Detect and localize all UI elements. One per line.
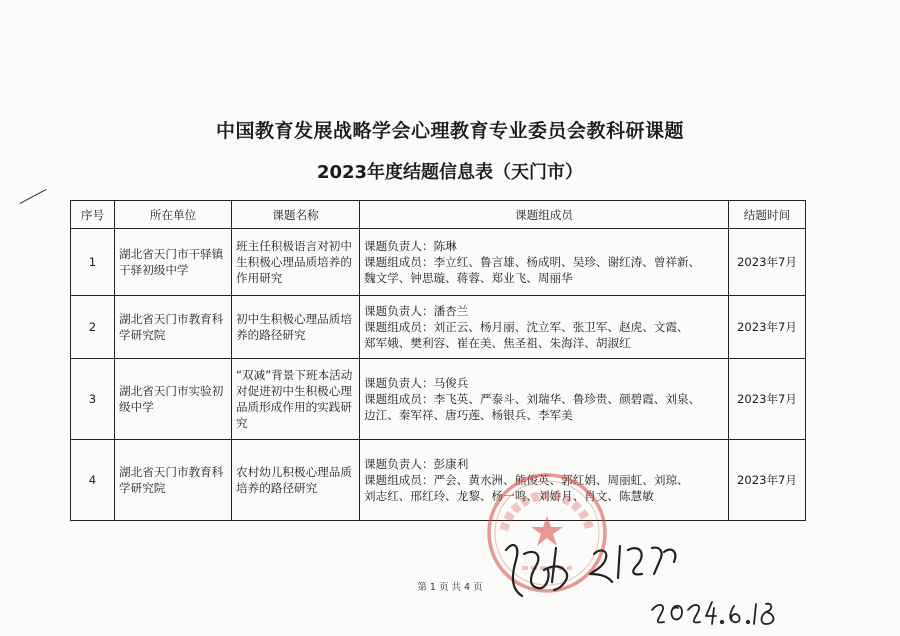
row-unit: 湖北省天门市实验初级中学 — [115, 359, 232, 440]
row-leader: 课题负责人：潘杏兰 — [364, 304, 469, 318]
table-row — [71, 440, 806, 521]
info-table — [70, 200, 806, 521]
row-leader: 课题负责人：马俊兵 — [364, 376, 469, 390]
row-topic: 初中生积极心理品质培养的路径研究 — [232, 296, 360, 359]
row-index: 4 — [71, 440, 115, 521]
table-row — [71, 359, 806, 440]
table-header-row — [71, 201, 806, 229]
table-row — [71, 229, 806, 296]
page-number: 第 1 页 共 4 页 — [417, 582, 483, 593]
row-date: 2023年7月 — [729, 229, 806, 296]
row-index: 1 — [71, 229, 115, 296]
row-members-line-1: 课题组成员：严会、黄水洲、熊俊英、郭红娟、周丽虹、刘琼、 — [364, 473, 689, 487]
header-topic: 课题名称 — [232, 201, 360, 229]
row-topic: “双减”背景下班本活动对促进初中生积极心理品质形成作用的实践研究 — [232, 359, 360, 440]
row-topic: 农村幼儿积极心理品质培养的路径研究 — [232, 440, 360, 521]
row-members-line-1: 课题组成员：李立红、鲁言雄、杨成明、吴珍、谢红涛、曾祥新、 — [364, 255, 701, 269]
header-date: 结题时间 — [729, 201, 806, 229]
row-topic: 班主任积极语言对初中生积极心理品质培养的作用研究 — [232, 229, 360, 296]
document-subtitle: 2023年度结题信息表（天门市） — [316, 162, 584, 183]
row-members — [360, 359, 729, 440]
pen-mark — [20, 189, 47, 204]
document-title: 中国教育发展战略学会心理教育专业委员会教科研课题 — [215, 120, 684, 142]
header-members: 课题组成员 — [360, 201, 729, 229]
row-members — [360, 229, 729, 296]
row-members-line-2: 魏文学、钟思璇、蒋蓉、郑业飞、周丽华 — [364, 271, 573, 285]
header-unit: 所在单位 — [115, 201, 232, 229]
row-leader: 课题负责人：陈琳 — [364, 239, 457, 253]
row-date: 2023年7月 — [729, 359, 806, 440]
row-members-line-2: 郑军娥、樊利容、崔在美、焦圣祖、朱海洋、胡淑红 — [364, 336, 631, 350]
row-members — [360, 296, 729, 359]
row-index: 3 — [71, 359, 115, 440]
row-leader: 课题负责人：彭康利 — [364, 457, 469, 471]
header-index: 序号 — [71, 201, 115, 229]
row-members-line-2: 边江、秦军祥、唐巧莲、杨银兵、李军美 — [364, 408, 573, 422]
row-unit: 湖北省天门市教育科学研究院 — [115, 440, 232, 521]
table-row — [71, 296, 806, 359]
row-index: 2 — [71, 296, 115, 359]
row-members-line-2: 刘志红、邢红玲、龙黎、杨一鸣、刘娇月、肖文、陈慧敏 — [364, 489, 654, 503]
row-date: 2023年7月 — [729, 440, 806, 521]
row-members-line-1: 课题组成员：李飞英、严泰斗、刘瑞华、鲁珍贵、颜碧霞、刘泉、 — [364, 392, 701, 406]
row-members-line-1: 课题组成员：刘正云、杨月丽、沈立军、张卫军、赵虎、文霞、 — [364, 320, 689, 334]
row-unit: 湖北省天门市干驿镇干驿初级中学 — [115, 229, 232, 296]
row-unit: 湖北省天门市教育科学研究院 — [115, 296, 232, 359]
row-date: 2023年7月 — [729, 296, 806, 359]
